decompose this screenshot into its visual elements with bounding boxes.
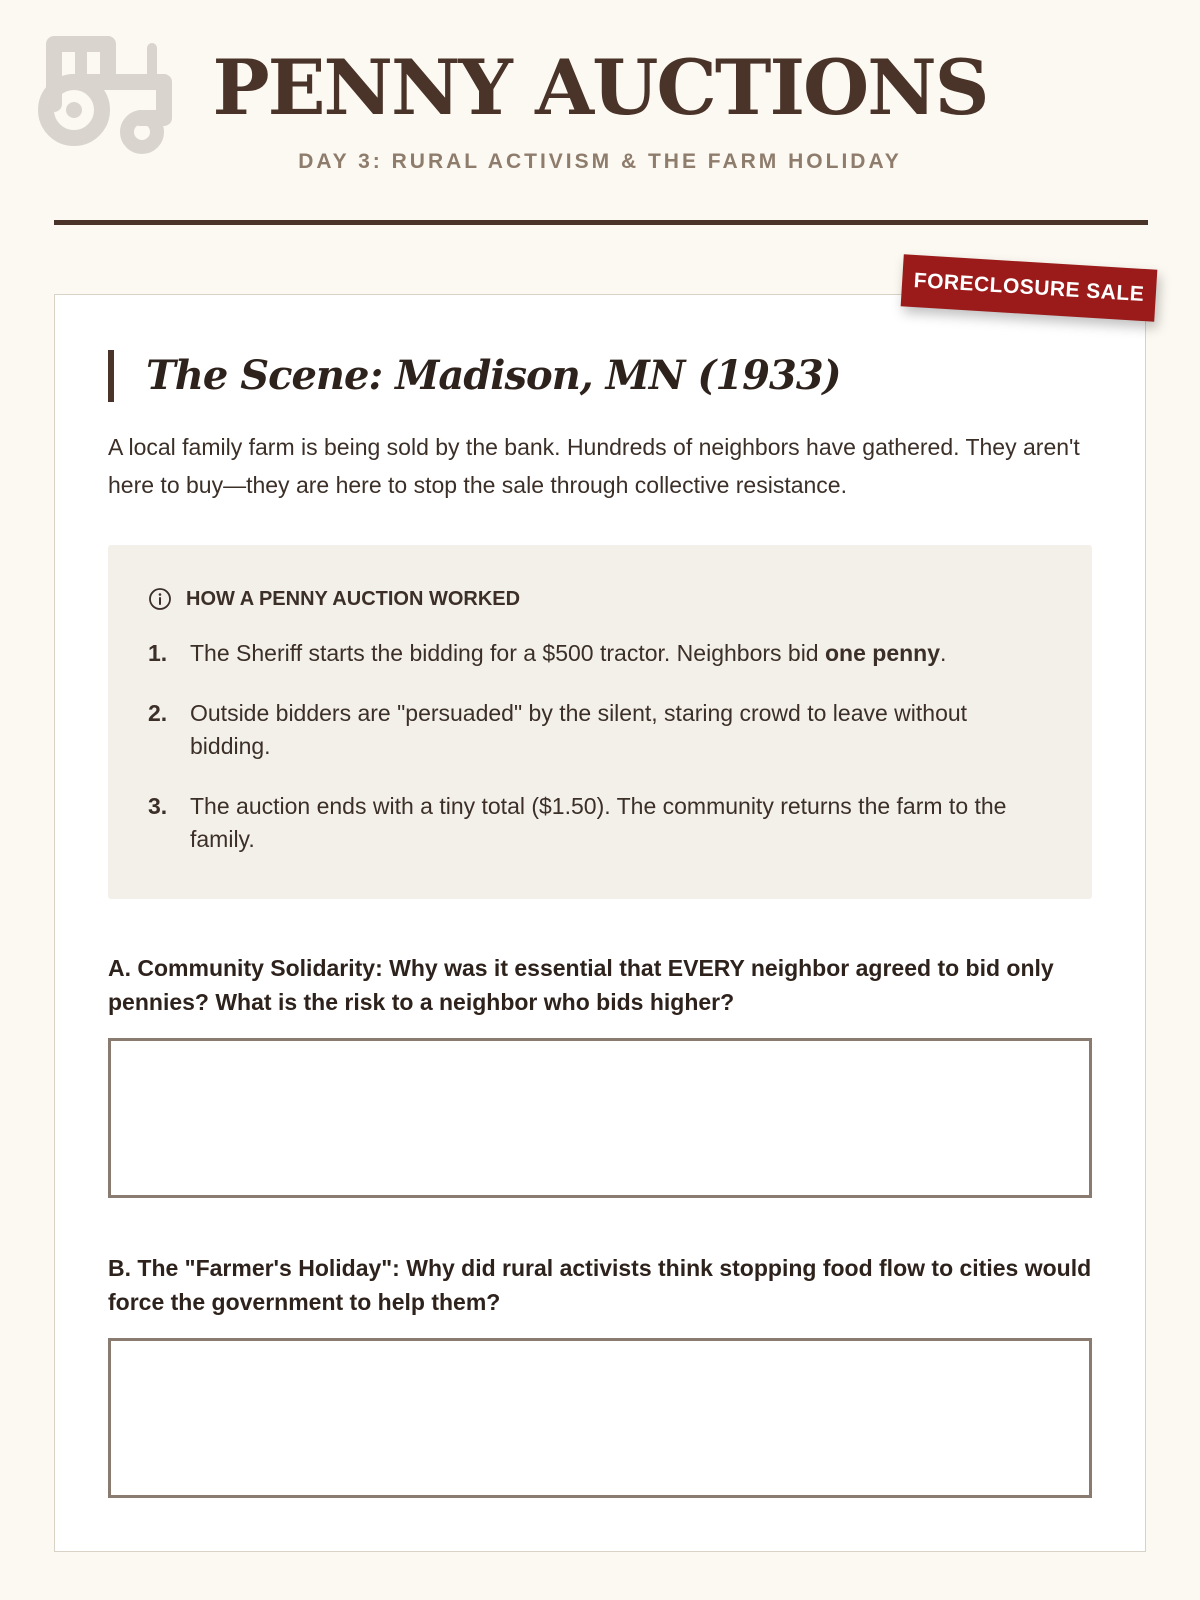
list-item [148,790,1028,856]
scene-heading: The Scene: Madison, MN (1933) [108,350,841,402]
page-title: PENNY AUCTIONS [212,43,988,132]
step-text-part: The Sheriff starts the bidding for a $500 tractor. Neighbors bid [190,640,825,666]
step-text: The auction ends with a tiny total ($1.50). The community returns the farm to the family. [190,793,1007,852]
step-number: 3. [148,793,168,819]
steps-list [148,637,1028,883]
foreclosure-stamp: FORECLOSURE SALE [901,254,1158,321]
question-b-prompt: B. The "Farmer's Holiday": Why did rural activists think stopping food flow to cities would force the government to help them? [108,1255,1092,1315]
question-a-answer-box[interactable] [108,1038,1092,1198]
info-icon [148,587,172,611]
list-item [148,637,1028,670]
info-box-heading-label: HOW A PENNY AUCTION WORKED [186,587,521,610]
question-b-answer-box[interactable] [108,1338,1092,1498]
step-text-emphasis: one penny [825,640,941,666]
scene-intro: A local family farm is being sold by the bank. Hundreds of neighbors have gathered. They aren't here to buy—they are here to stop the sale through collective resistance. [108,434,1080,498]
penny-auction-info-box [108,545,1092,899]
list-item [148,697,1028,763]
question-a-prompt: A. Community Solidarity: Why was it essential that EVERY neighbor agreed to bid only pennies? What is the risk to a neighbor who bids higher? [108,955,1054,1015]
page-header [0,0,1200,230]
page-subtitle: DAY 3: RURAL ACTIVISM & THE FARM HOLIDAY [298,150,902,173]
step-number: 1. [148,640,168,666]
header-divider [54,220,1148,225]
step-text [190,637,1028,670]
step-text-part: . [940,640,947,666]
step-number: 2. [148,700,168,726]
info-box-heading [148,585,520,613]
step-text: Outside bidders are "persuaded" by the silent, staring crowd to leave without bidding. [190,700,968,759]
